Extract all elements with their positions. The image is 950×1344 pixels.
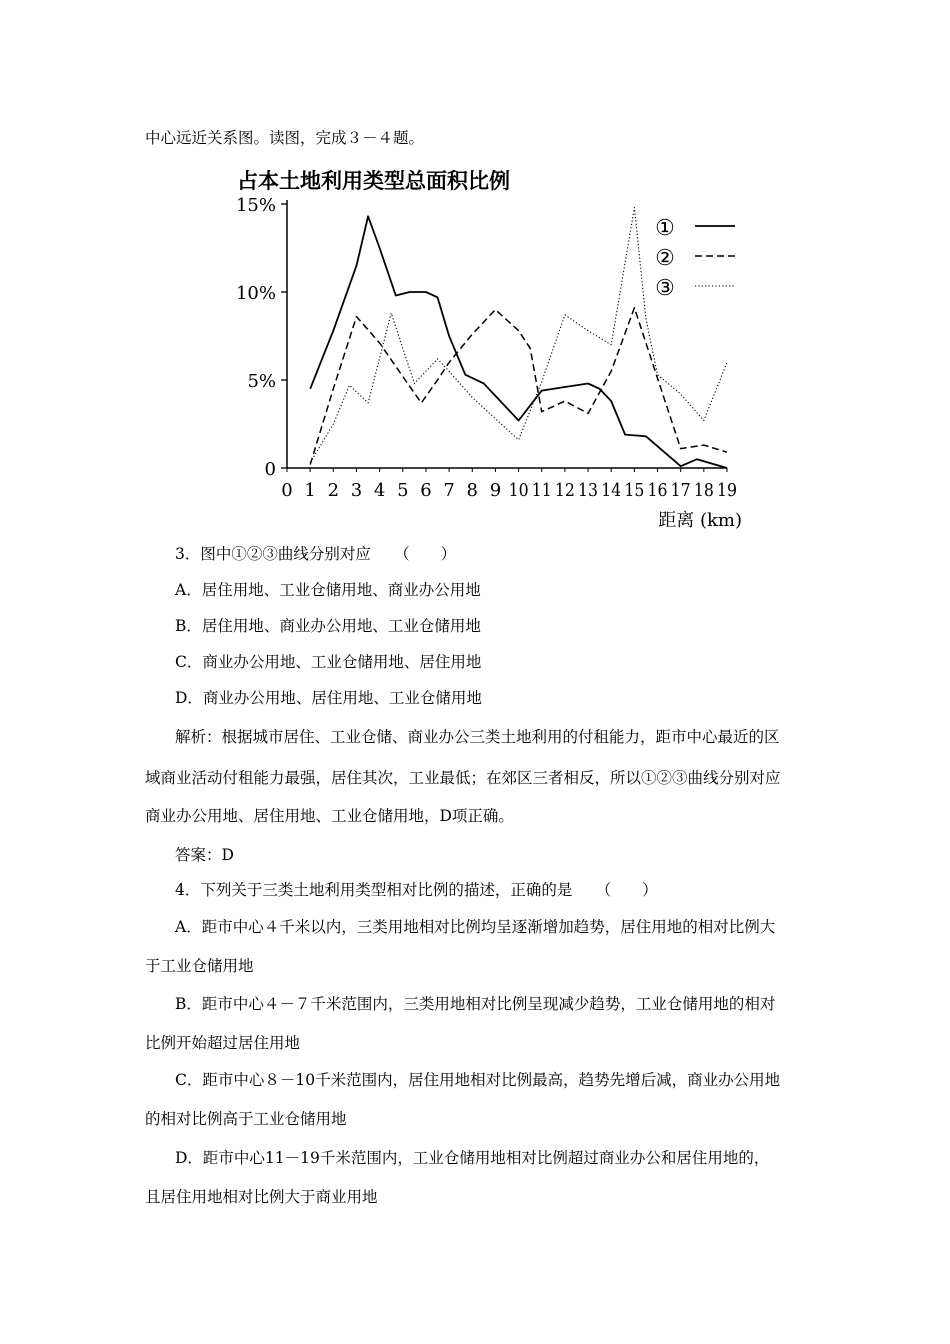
q4-option-c-line-2: 的相对比例高于工业仓储用地 [145, 1110, 347, 1128]
y-tick-label: 5% [247, 371, 276, 392]
x-tick-label: 16 [647, 480, 668, 501]
q3-stem: 3．图中①②③曲线分别对应 （ ） [175, 545, 457, 563]
chart-title: 占本土地利用类型总面积比例 [237, 168, 510, 193]
x-tick-label: 0 [281, 480, 293, 501]
x-tick-label: 5 [397, 480, 409, 501]
x-tick-label: 19 [717, 480, 737, 501]
x-tick-label: 6 [420, 480, 432, 501]
q4-option-b-line-2: 比例开始超过居住用地 [145, 1034, 301, 1052]
land-use-line-chart [225, 160, 765, 535]
q3-analysis-line-3: 商业办公用地、居住用地、工业仓储用地，D项正确。 [145, 807, 514, 825]
chart-legend [655, 216, 735, 301]
x-tick-label: 12 [554, 480, 575, 501]
x-tick-label: 4 [373, 480, 386, 501]
q3-option-d: D．商业办公用地、居住用地、工业仓储用地 [175, 689, 482, 707]
legend-label-3: ③ [655, 276, 675, 301]
q4-option-d-line-2: 且居住用地相对比例大于商业用地 [145, 1188, 378, 1206]
q4-option-d-line-1: D．距市中心11－19千米范围内，工业仓储用地相对比例超过商业办公和居住用地的， [175, 1149, 770, 1167]
x-tick-label: 8 [466, 480, 478, 501]
q4-option-b-line-1: B．距市中心４－７千米范围内，三类用地相对比例呈现减少趋势，工业仓储用地的相对 [175, 995, 776, 1013]
q3-analysis-line-1: 解析：根据城市居住、工业仓储、商业办公三类土地利用的付租能力，距市中心最近的区 [175, 728, 780, 746]
x-tick-label: 10 [508, 480, 529, 501]
q4-option-a-line-2: 于工业仓储用地 [145, 957, 254, 975]
x-tick-label: 13 [578, 480, 599, 501]
x-tick-label: 3 [350, 480, 363, 501]
x-tick-label: 14 [601, 480, 622, 501]
x-tick-label: 2 [327, 480, 340, 501]
y-tick-labels [236, 195, 287, 480]
y-tick-label: 0 [264, 459, 276, 480]
q4-option-c-line-1: C．距市中心８－10千米范围内，居住用地相对比例最高，趋势先增后减，商业办公用地 [175, 1071, 781, 1089]
legend-label-2: ② [655, 246, 675, 271]
x-tick-label: 11 [531, 480, 552, 501]
x-tick-label: 1 [304, 480, 316, 501]
q3-option-a: A．居住用地、工业仓储用地、商业办公用地 [175, 581, 481, 599]
q4-stem: 4．下列关于三类土地利用类型相对比例的描述，正确的是 （ ） [175, 881, 658, 899]
y-tick-label: 15% [235, 195, 276, 216]
x-tick-labels [281, 468, 737, 501]
legend-label-1: ① [655, 216, 675, 241]
y-tick-label: 10% [235, 283, 276, 304]
q4-option-a-line-1: A．距市中心４千米以内，三类用地相对比例均呈逐渐增加趋势，居住用地的相对比例大 [175, 918, 776, 936]
q3-analysis-line-2: 域商业活动付租能力最强，居住其次，工业最低；在郊区三者相反，所以①②③曲线分别对应 [145, 769, 781, 787]
intro-text: 中心远近关系图。读图，完成３－４题。 [145, 129, 425, 147]
x-tick-label: 18 [693, 480, 714, 501]
q3-answer: 答案：D [175, 846, 234, 864]
x-tick-label: 7 [443, 480, 455, 501]
q3-option-b: B．居住用地、商业办公用地、工业仓储用地 [175, 617, 481, 635]
q3-option-c: C．商业办公用地、工业仓储用地、居住用地 [175, 653, 482, 671]
x-axis-label: 距离 (km) [658, 510, 742, 531]
x-tick-label: 9 [489, 480, 502, 501]
x-tick-label: 17 [670, 480, 691, 501]
x-tick-label: 15 [624, 480, 645, 501]
